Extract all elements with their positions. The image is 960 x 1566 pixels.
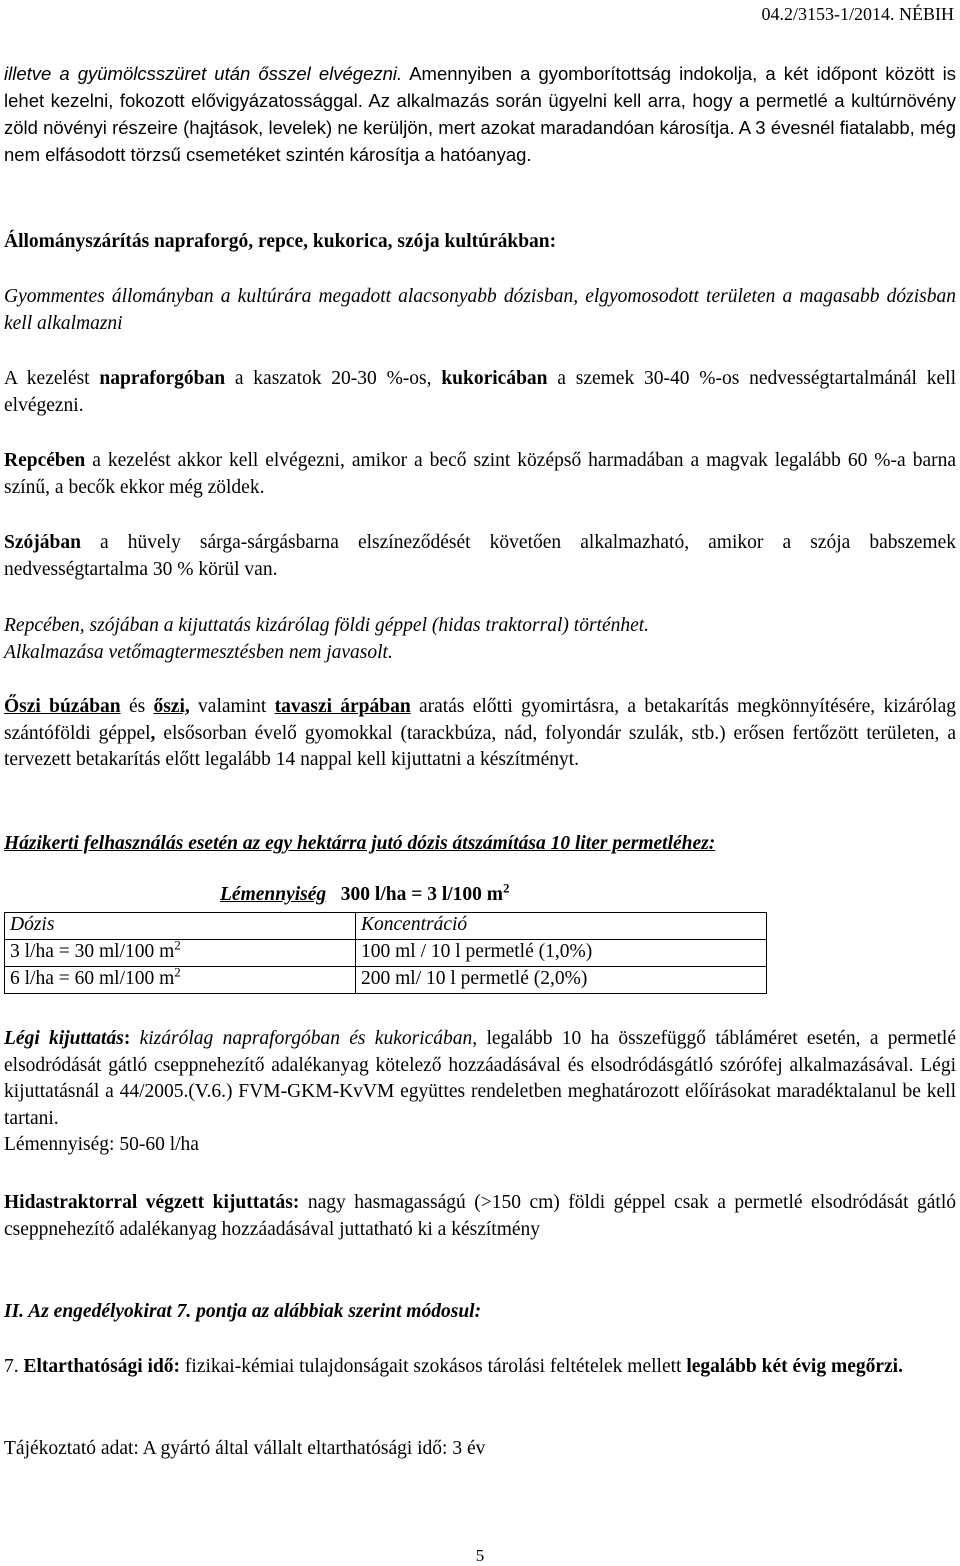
paragraph-text: Amennyiben a gyomborítottság indokolja, a két időpont között is lehet kezelni, fokozott elővigyázatossággal. Az alkalmazás során ügyelni kell arra, hogy a permetlé a kultúrnövény zöld növényi részeire (hajtások, levelek) ne kerüljön, mert azokat maradandóan károsítja. A 3 évesnél fiatalabb, még nem elfásodott törzsű csemetéket szintén károsítja a hatóanyag.	[4, 63, 956, 165]
text-line: Repcében, szójában a kijuttatás kizárólag földi géppel (hidas traktorral) történhet.	[4, 615, 650, 636]
bold-text: napraforgóban	[99, 368, 226, 389]
text: a kaszatok 20-30 %-os,	[225, 368, 442, 389]
dose-value: 3 l/ha = 30 ml/100 m	[10, 941, 175, 962]
bold-text: kukoricában	[441, 368, 548, 389]
document-reference: 04.2/3153-1/2014. NÉBIH	[761, 4, 954, 24]
dose-cell	[5, 937, 356, 967]
italic-text: illetve a gyümölcsszüret után ősszel elvégezni.	[4, 63, 403, 84]
table-row	[5, 940, 767, 967]
text: a szemek 30-40 %-os nedvességtartalmánál kell elvégezni.	[4, 368, 956, 416]
paragraph-aerial-application	[4, 1026, 956, 1159]
bold-text: Repcében	[4, 450, 86, 471]
paragraph-soybean	[4, 530, 956, 583]
bold-text: őszi,	[153, 696, 190, 717]
paragraph-shelf-life	[4, 1354, 956, 1381]
paragraph-ground-application-note	[4, 613, 956, 666]
aerial-spray-volume: Lémennyiség: 50-60 l/ha	[4, 1134, 199, 1155]
text: fizikai-kémiai tulajdonságait szokásos tárolási feltételek mellett	[180, 1356, 687, 1377]
concentration-cell: 200 ml/ 10 l permetlé (2,0%)	[356, 967, 767, 994]
text: 7.	[4, 1356, 24, 1377]
table-header-concentration: Koncentráció	[356, 913, 767, 940]
bold-text: Hidastraktorral végzett kijuttatás:	[4, 1192, 300, 1213]
bold-text: Szójában	[4, 532, 81, 553]
text: aratás előtti gyomirtásra, a betakarítás megkönnyítésére, kizárólag szántóföldi géppel	[4, 696, 956, 744]
aerial-text	[4, 1026, 956, 1132]
superscript: 2	[174, 937, 181, 953]
bold-text: Légi kijuttatás	[4, 1028, 124, 1049]
bold-text: Őszi búzában	[4, 696, 121, 717]
paragraph-rapeseed	[4, 448, 956, 501]
dose-cell	[5, 964, 356, 994]
heading-section-ii: II. Az engedélyokirat 7. pontja az alábbiak szerint módosul:	[4, 1301, 482, 1322]
text: a hüvely sárga-sárgásbarna elszíneződését követően alkalmazható, amikor a szója babszemek nedvességtartalma 30 % körül van.	[4, 532, 956, 580]
table-row	[5, 967, 767, 994]
text: , legalább 10 ha összefüggő tábláméret esetén, a permetlé elsodródását gátló cseppnehezítő adalékanyag kötelező hozzáadásával és elsodródásgátló szórófej alkalmazásával. Légi kijuttatásnál a 44/2005.(V.6.) FVM-GKM-KvVM együttes rendeletben meghatározott előírásokat maradéktalanul be kell tartani.	[4, 1028, 956, 1129]
text: nagy hasmagasságú (>150 cm) földi géppel csak a permetlé elsodródását gátló cseppnehezítő adalékanyag hozzáadásával juttatható ki a készítmény	[4, 1192, 956, 1240]
bold-text: Eltarthatósági idő:	[23, 1356, 181, 1377]
paragraph-cereals	[4, 694, 956, 774]
paragraph-sunflower-maize	[4, 366, 956, 419]
spray-volume-label: Lémennyiség	[220, 884, 327, 905]
paragraph-info: Tájékoztató adat: A gyártó által vállalt eltarthatósági idő: 3 év	[4, 1438, 486, 1459]
bold-text: tavaszi árpában	[274, 696, 411, 717]
paragraph-bridge-tractor	[4, 1190, 956, 1243]
spray-volume-value: 300 l/ha = 3 l/100 m	[340, 884, 504, 905]
text: és	[120, 696, 154, 717]
paragraph-application-timing	[4, 60, 956, 168]
concentration-cell: 100 ml / 10 l permetlé (1,0%)	[356, 940, 767, 967]
dose-value: 6 l/ha = 60 ml/100 m	[10, 968, 175, 989]
bold-text: legalább két évig megőrzi.	[686, 1356, 903, 1377]
text: valamint	[189, 696, 275, 717]
paragraph-dose-guidance: Gyommentes állományban a kultúrára megadott alacsonyabb dózisban, elgyomosodott területen a magasabb dózisban kell alkalmazni	[4, 286, 956, 334]
text: A kezelést	[4, 368, 100, 389]
text-line: Alkalmazása vetőmagtermesztésben nem javasolt.	[4, 641, 393, 663]
spray-volume-line	[220, 880, 510, 906]
heading-home-garden: Házikerti felhasználás esetén az egy hektárra jutó dózis átszámítása 10 liter permetléhez:	[4, 833, 716, 854]
bold-text: ,	[150, 722, 156, 744]
superscript: 2	[503, 880, 510, 896]
text: a kezelést akkor kell elvégezni, amikor a becő szint középső harmadában a magvak legalább 60 %-a barna színű, a becők ekkor még zöldek.	[4, 450, 956, 498]
superscript: 2	[174, 964, 181, 980]
dose-table	[4, 912, 767, 994]
italic-text: kizárólag napraforgóban és kukoricában	[130, 1028, 473, 1049]
page-number: 5	[475, 1546, 485, 1565]
table-header-dose: Dózis	[5, 913, 356, 940]
table-header-row	[5, 913, 767, 940]
text: elsősorban évelő gyomokkal (tarackbúza, nád, folyondár szulák, stb.) erősen fertőzött területen, a tervezett betakarítás előtt legalább 14 nappal kell kijuttatni a készítményt.	[4, 722, 956, 770]
heading-desiccation: Állományszárítás napraforgó, repce, kukorica, szója kultúrákban:	[4, 231, 557, 252]
bold-text: :	[123, 1028, 131, 1049]
